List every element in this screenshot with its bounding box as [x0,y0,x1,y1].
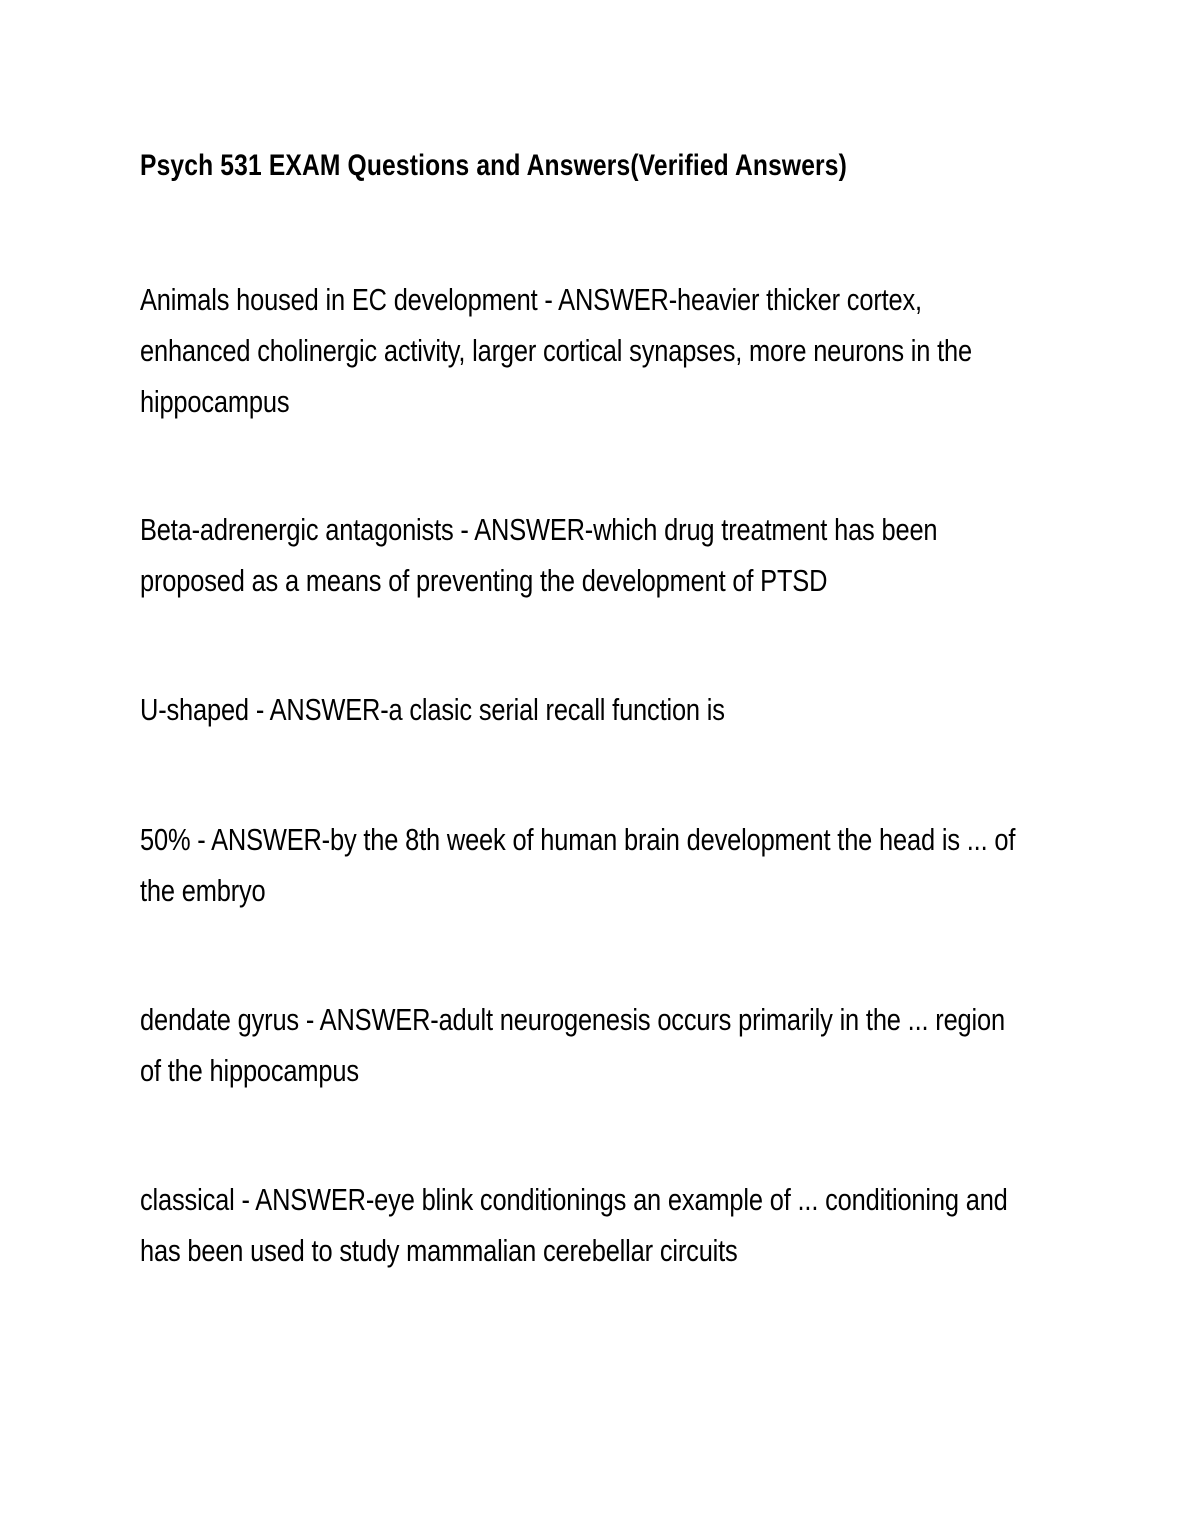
qa-item [140,994,1026,1096]
qa-answer: adult neurogenesis occurs primarily in the ... region of the hippocampus [140,1002,1005,1088]
qa-answer: heavier thicker cortex, enhanced cholinergic activity, larger cortical synapses, more neurons in the hippocampus [140,282,973,419]
answer-separator: - ANSWER- [234,1182,375,1217]
qa-term: dendate gyrus [140,1002,299,1037]
answer-separator: - ANSWER- [298,1002,439,1037]
qa-item [140,1174,1026,1276]
qa-term: Animals housed in EC development [140,282,538,317]
answer-separator: - ANSWER- [190,822,330,857]
answer-separator: - ANSWER- [248,692,389,727]
qa-term: classical [140,1182,235,1217]
qa-answer: which drug treatment has been proposed as a means of preventing the development of PTSD [140,512,938,598]
qa-answer: a clasic serial recall function is [388,692,725,727]
qa-item [140,814,1026,916]
answer-separator: - ANSWER- [453,512,594,547]
qa-term: Beta-adrenergic antagonists [140,512,454,547]
answer-separator: - ANSWER- [537,282,678,317]
qa-item [140,504,1026,606]
qa-item [140,274,1026,427]
qa-term: U-shaped [140,692,249,727]
qa-answer: eye blink conditionings an example of ... conditioning and has been used to study mammalian cerebellar circuits [140,1182,1008,1268]
qa-item [140,684,1026,735]
document-title: Psych 531 EXAM Questions and Answers(Verified Answers) [140,149,848,182]
qa-term: 50% [140,822,191,857]
qa-answer: by the 8th week of human brain development the head is ... of the embryo [140,822,1016,908]
